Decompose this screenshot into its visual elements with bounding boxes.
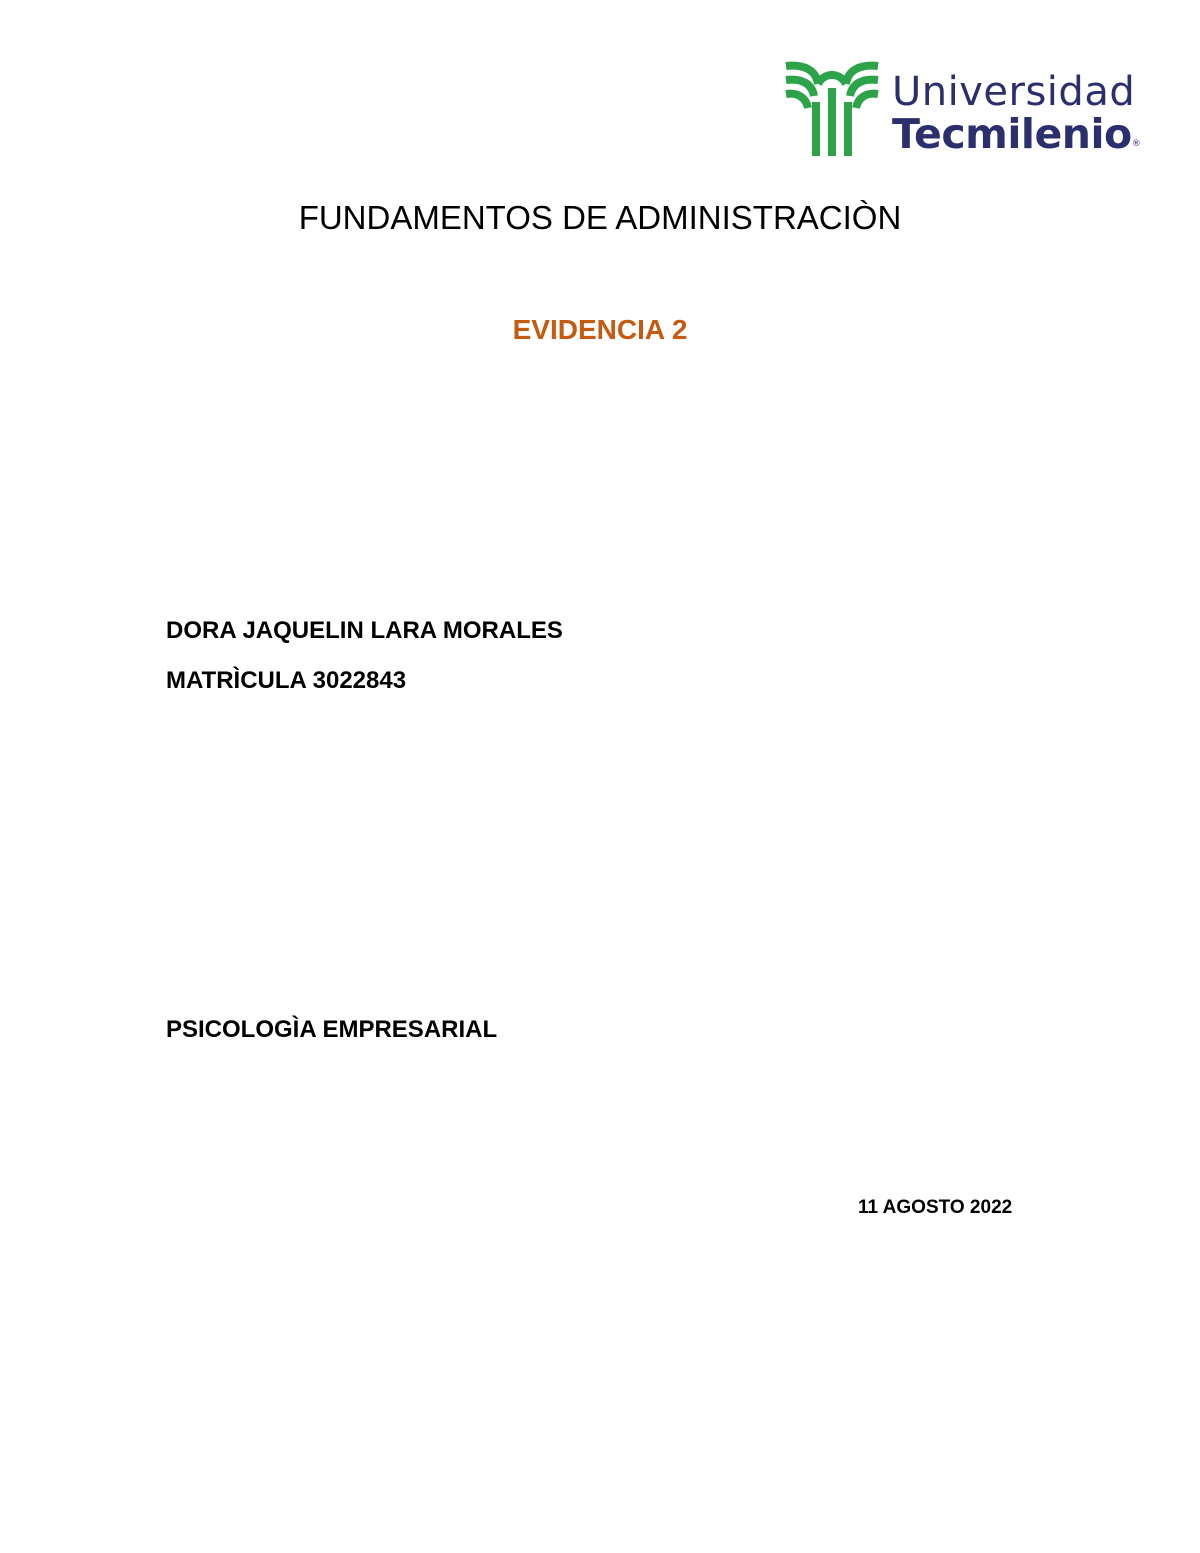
logo-tecmilenio-text: Tecmilenio xyxy=(892,110,1132,158)
logo-line-tecmilenio xyxy=(892,112,1154,166)
document-title: FUNDAMENTOS DE ADMINISTRACIÒN xyxy=(298,199,902,236)
student-name: DORA JAQUELIN LARA MORALES xyxy=(166,617,563,644)
student-id: MATRÌCULA 3022843 xyxy=(166,667,407,694)
registered-mark: ® xyxy=(1131,139,1141,149)
submission-date: 11 AGOSTO 2022 xyxy=(858,1197,1013,1218)
evidence-heading: EVIDENCIA 2 xyxy=(512,314,688,345)
logo-wordmark xyxy=(892,56,1154,166)
course-name: PSICOLOGÌA EMPRESARIAL xyxy=(166,1016,498,1043)
logo-line-universidad: Universidad xyxy=(892,69,1136,115)
tecmilenio-tree-icon xyxy=(784,58,884,158)
university-logo xyxy=(784,56,1154,160)
